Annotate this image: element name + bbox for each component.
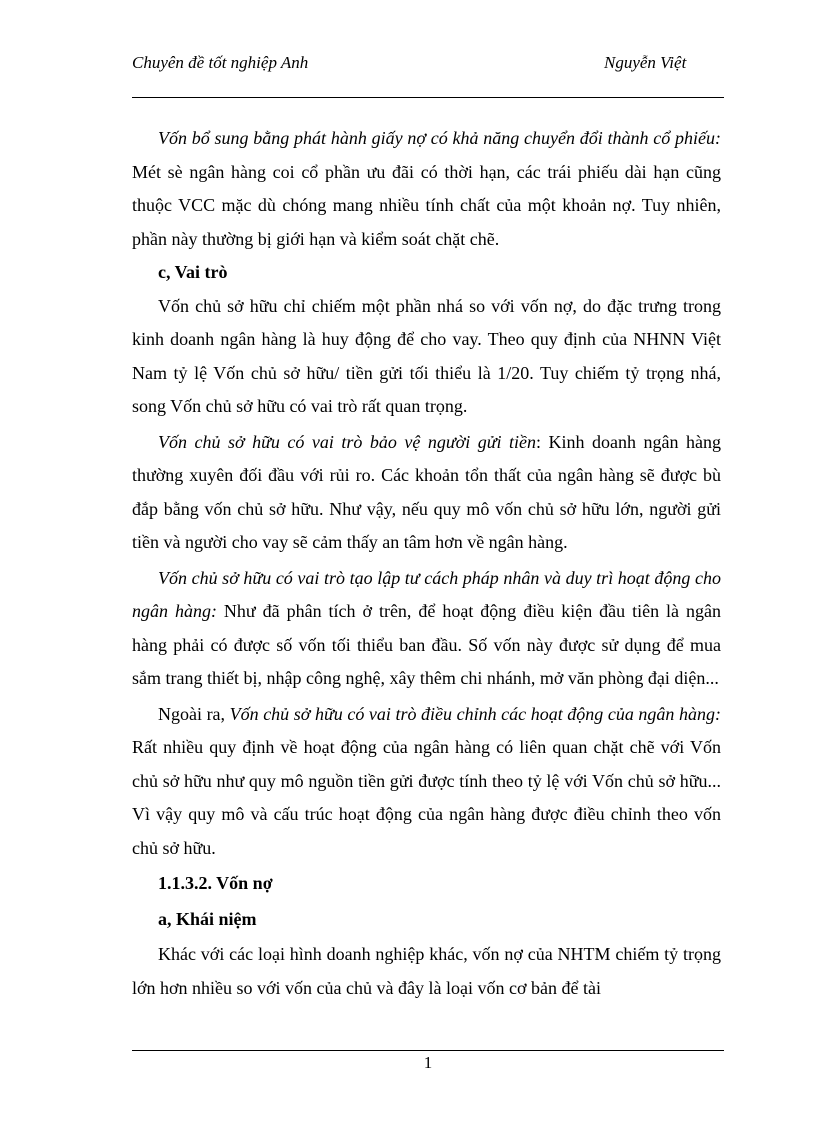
document-body [132, 122, 721, 1005]
heading-vai-tro: c, Vai trò [158, 262, 228, 282]
page-header [132, 52, 724, 96]
header-title: Chuyên đề tốt nghiệp Anh [132, 53, 309, 72]
paragraph-convertible-debt: Vốn bổ sung bằng phát hành giấy nợ có khả năng chuyển đổi thành cổ phiếu: Mét sè ngân hàng coi cổ phần ưu đãi có thời hạn, các trái phiếu dài hạn cũng thuộc VCC mặc dù chóng mang nhiều tính chất của một khoản nợ. Tuy nhiên, phần này thường bị giới hạn và kiểm soát chặt chẽ. [132, 128, 721, 249]
paragraph-regulate-activities: Ngoài ra, Vốn chủ sở hữu có vai trò điều chỉnh các hoạt động của ngân hàng: Rất nhiều quy định về hoạt động của ngân hàng có liên quan chặt chẽ với Vốn chủ sở hữu như quy mô nguồn tiền gửi được tính theo tỷ lệ với Vốn chủ sở hữu... Vì vậy quy mô và cấu trúc hoạt động của ngân hàng được điều chỉnh theo vốn chủ sở hữu. [132, 703, 721, 858]
heading-von-no: 1.1.3.2. Vốn nợ [158, 873, 273, 893]
paragraph-debt-definition: Khác với các loại hình doanh nghiệp khác, vốn nợ của NHTM chiếm tỷ trọng lớn hơn nhiều so với vốn của chủ và đây là loại vốn cơ bản để tài [132, 944, 721, 998]
paragraph-protect-depositors: Vốn chủ sở hữu có vai trò bảo vệ người gửi tiền: Kinh doanh ngân hàng thường xuyên đối đầu với rủi ro. Các khoản tổn thất của ngân hàng sẽ được bù đắp bằng vốn chủ sở hữu. Như vậy, nếu quy mô vốn chủ sở hữu lớn, người gửi tiền và người cho vay sẽ cảm thấy an tâm hơn về ngân hàng. [132, 431, 721, 552]
footer-rule [132, 1050, 724, 1051]
header-author: Nguyễn Việt [604, 53, 687, 72]
header-rule [132, 97, 724, 98]
paragraph-equity-share: Vốn chủ sở hữu chỉ chiếm một phần nhá so với vốn nợ, do đặc trưng trong kinh doanh ngân hàng là huy động để cho vay. Theo quy định của NHNN Việt Nam tỷ lệ Vốn chủ sở hữu/ tiền gửi tối thiểu là 1/20. Tuy chiếm tỷ trọng nhá, song Vốn chủ sở hữu có vai trò rất quan trọng. [132, 295, 721, 416]
page-number: 1 [423, 1053, 433, 1072]
heading-khai-niem: a, Khái niệm [158, 908, 257, 929]
paragraph-legal-entity: Vốn chủ sở hữu có vai trò tạo lập tư cách pháp nhân và duy trì hoạt động cho ngân hàng: Như đã phân tích ở trên, để hoạt động điều kiện đầu tiên là ngân hàng phải có được số vốn tối thiểu ban đầu. Số vốn này được sử dụng để mua sắm trang thiết bị, nhập công nghệ, xây thêm chi nhánh, mở văn phòng đại diện... [132, 567, 721, 688]
